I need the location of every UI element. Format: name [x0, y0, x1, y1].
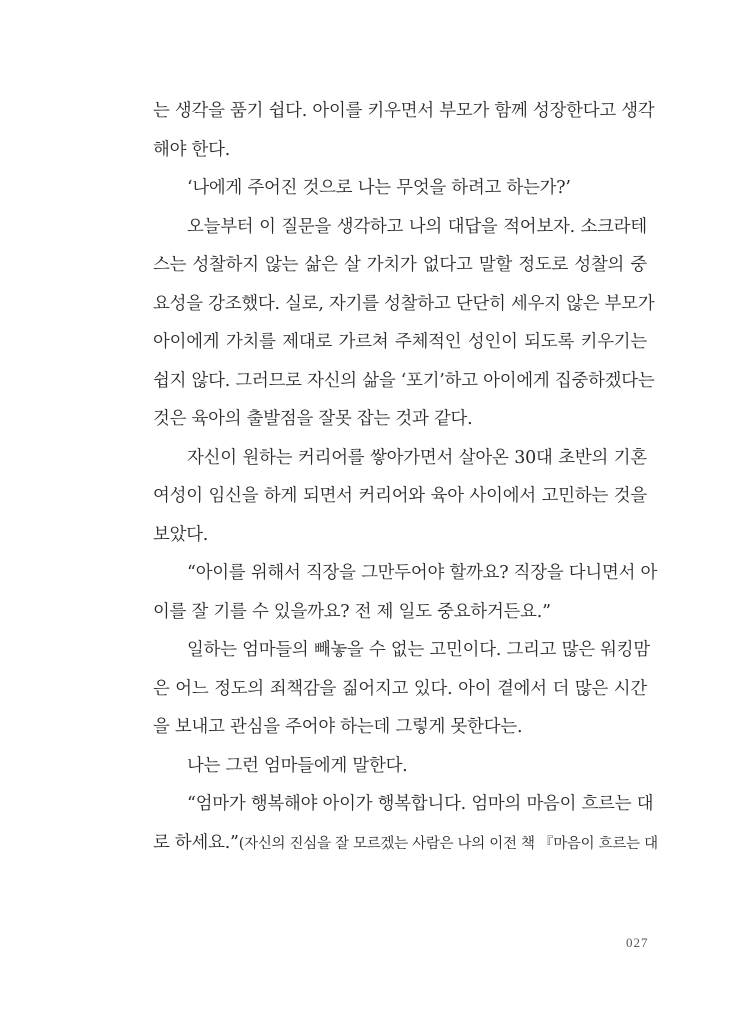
text-line: 요성을 강조했다. 실로, 자기를 성찰하고 단단히 세우지 않은 부모가	[153, 293, 655, 314]
text-line: 것은 육아의 출발점을 잘못 잡는 것과 같다.	[153, 409, 473, 429]
text-line: 해야 한다.	[153, 139, 231, 160]
body-text	[153, 92, 658, 862]
quote-line: “엄마가 행복해야 아이가 행복합니다. 엄마의 마음이 흐르는 대	[187, 794, 654, 814]
text-line: 은 어느 정도의 죄책감을 짊어지고 있다. 아이 곁에서 더 많은 시간	[153, 678, 647, 699]
page-number: 027	[626, 935, 649, 950]
text-line: 여성이 임신을 하게 되면서 커리어와 육아 사이에서 고민하는 것을	[153, 486, 647, 506]
mixed-line	[153, 824, 658, 863]
text-line: 쉽지 않다. 그러므로 자신의 삶을 ‘포기’하고 아이에게 집중하겠다는	[153, 370, 655, 391]
text-line: 을 보내고 관심을 주어야 하는데 그렇게 못한다는.	[153, 717, 523, 737]
text-line: 자신이 원하는 커리어를 쌓아가면서 살아온 30대 초반의 기혼	[187, 447, 647, 468]
quote-line: 이를 잘 기를 수 있을까요? 전 제 일도 중요하거든요.”	[153, 601, 551, 622]
quote-end-text: 로 하세요.”	[153, 832, 239, 853]
parenthetical-note: (자신의 진심을 잘 모르겠는 사람은 나의 이전 책 『마음이 흐르는 대	[238, 835, 658, 852]
text-line: 스는 성찰하지 않는 삶은 살 가치가 없다고 말할 정도로 성찰의 중	[153, 255, 647, 275]
text-line: 나는 그런 엄마들에게 말한다.	[187, 755, 408, 776]
quoted-question: ‘나에게 주어진 것으로 나는 무엇을 하려고 하는가?’	[187, 178, 571, 198]
text-line: 는 생각을 품기 쉽다. 아이를 키우면서 부모가 함께 성장한다고 생각	[153, 101, 655, 121]
quote-line: “아이를 위해서 직장을 그만두어야 할까요? 직장을 다니면서 아	[187, 563, 658, 583]
text-line: 오늘부터 이 질문을 생각하고 나의 대답을 적어보자. 소크라테	[187, 216, 647, 237]
text-line: 보았다.	[153, 524, 209, 545]
text-line: 아이에게 가치를 제대로 가르쳐 주체적인 성인이 되도록 키우기는	[153, 332, 647, 352]
text-line: 일하는 엄마들의 빼놓을 수 없는 고민이다. 그리고 많은 워킹맘	[187, 640, 650, 660]
